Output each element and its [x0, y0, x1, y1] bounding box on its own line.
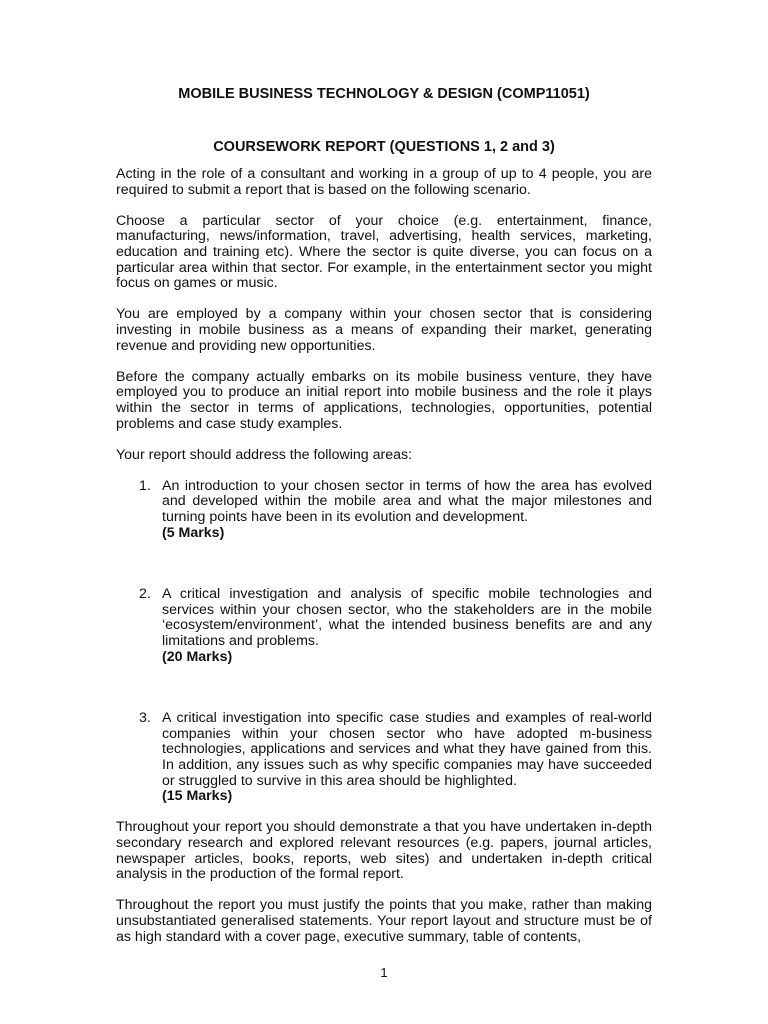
document-subtitle: COURSEWORK REPORT (QUESTIONS 1, 2 and 3)	[213, 139, 555, 155]
list-item-text: A critical investigation into specific case studies and examples of real-world companies within your chosen sector who have adopted m-business technologies, applications and services and what they have gained from this. In addition, any issues such as why specific companies may have succeeded or struggled to survive in this area should be highlighted.	[162, 710, 652, 789]
paragraph-justify: Throughout the report you must justify the points that you make, rather than making unsubstantiated generalised statements. Your report layout and structure must be of as high standard with a cover page, executive summary, table of contents,	[116, 897, 652, 945]
paragraph-scenario-intro: Acting in the role of a consultant and working in a group of up to 4 people, you are required to submit a report that is based on the following scenario.	[116, 166, 652, 198]
list-item-number: 2.	[139, 586, 151, 603]
list-item-number: 1.	[139, 477, 151, 494]
document-body	[116, 167, 652, 961]
paragraph-employed: You are employed by a company within your chosen sector that is considering investing in mobile business as a means of expanding their market, generating revenue and providing new opportunities.	[116, 306, 652, 354]
list-item-marks: (20 Marks)	[162, 648, 233, 665]
list-item-number: 3.	[139, 710, 151, 727]
paragraph-choose-sector: Choose a particular sector of your choice (e.g. entertainment, finance, manufacturing, news/information, travel, advertising, health services, marketing, education and training etc). Where the sector is quite diverse, you can focus on a particular area within that sector. For example, in the entertainment sector you might focus on games or music.	[116, 212, 652, 292]
list-item-text: A critical investigation and analysis of specific mobile technologies and services within your chosen sector, who the stakeholders are in the mobile ‘ecosystem/environment’, what the intended business benefits are and any limitations and problems.	[162, 586, 652, 650]
list-item-marks: (15 Marks)	[162, 788, 233, 805]
list-item-text: An introduction to your chosen sector in terms of how the area has evolved and developed within the mobile area and what the major milestones and turning points have been in its evolution and development.	[162, 477, 652, 526]
areas-list	[116, 479, 652, 805]
paragraph-research: Throughout your report you should demonstrate a that you have undertaken in-depth secondary research and explored relevant resources (e.g. papers, journal articles, newspaper articles, books, reports, web sites) and undertaken in-depth critical analysis in the production of the formal report.	[116, 819, 652, 883]
paragraph-areas-intro: Your report should address the following areas:	[116, 446, 413, 463]
paragraph-before-venture: Before the company actually embarks on its mobile business venture, they have employed you to produce an initial report into mobile business and the role it plays within the sector in terms of applications, technologies, opportunities, potential problems and case study examples.	[116, 368, 652, 432]
page-number: 1	[380, 965, 388, 980]
list-item	[116, 479, 652, 541]
list-item-marks: (5 Marks)	[162, 524, 225, 541]
list-item	[116, 711, 652, 805]
list-item	[116, 587, 652, 665]
document-title: MOBILE BUSINESS TECHNOLOGY & DESIGN (COMP11051)	[178, 86, 590, 102]
